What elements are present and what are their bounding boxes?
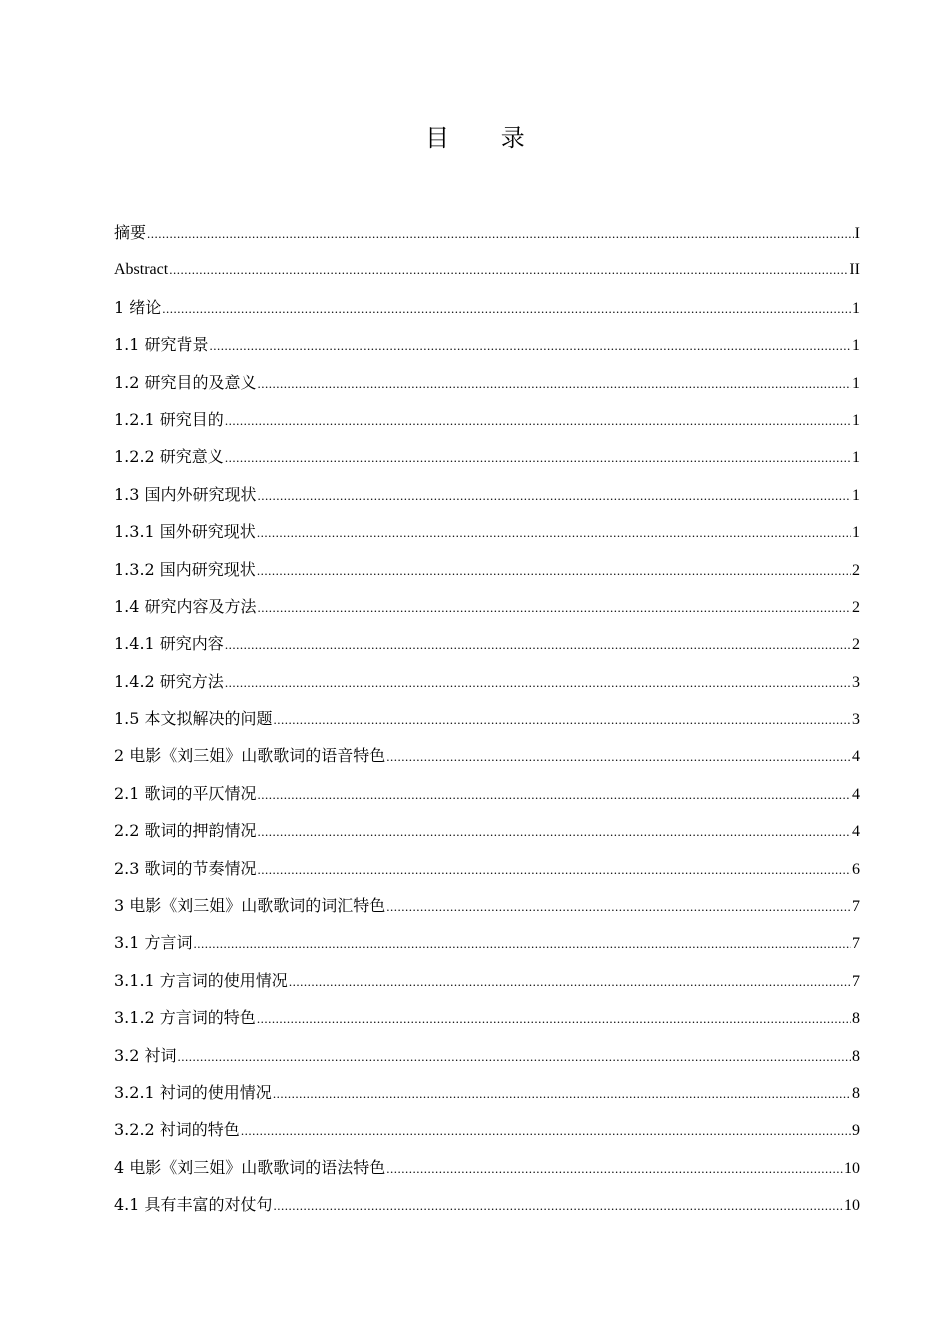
dot-leader	[258, 776, 851, 813]
toc-entry-page: 4	[852, 748, 860, 766]
dot-leader	[274, 701, 851, 738]
toc-entry-label: 2.3 歌词的节奏情况	[114, 858, 257, 878]
toc-entry-page: 10	[844, 1159, 860, 1177]
toc-entry-label: 摘要	[114, 223, 147, 242]
toc-entry-page: 1	[852, 374, 860, 392]
dot-leader	[386, 738, 851, 775]
toc-entry[interactable]	[114, 700, 860, 737]
toc-entry[interactable]	[114, 962, 860, 999]
toc-entry-page: 1	[852, 449, 860, 467]
dot-leader	[225, 439, 851, 476]
toc-entry[interactable]	[114, 775, 860, 812]
toc-entry[interactable]	[114, 513, 860, 550]
toc-entry-label: 3.2.1 衬词的使用情况	[114, 1082, 272, 1102]
toc-entry-page: II	[849, 261, 860, 279]
toc-entry-page: 1	[852, 299, 860, 317]
toc-entry-label: 1 绪论	[114, 297, 162, 317]
toc-entry-page: 8	[852, 1084, 860, 1102]
dot-leader	[257, 1000, 851, 1037]
toc-entry-page: 4	[852, 823, 860, 841]
toc-entry[interactable]	[114, 476, 860, 513]
dot-leader	[258, 477, 851, 514]
toc-entry-label: 3.1.1 方言词的使用情况	[114, 970, 288, 990]
toc-entry[interactable]	[114, 401, 860, 438]
dot-leader	[258, 589, 851, 626]
toc-entry-page: I	[854, 225, 860, 242]
toc-entry[interactable]	[114, 999, 860, 1036]
toc-entry-label: 2.2 歌词的押韵情况	[114, 821, 257, 841]
toc-entry[interactable]	[114, 438, 860, 475]
toc-entry[interactable]	[114, 887, 860, 924]
toc-entry[interactable]	[114, 850, 860, 887]
toc-entry[interactable]	[114, 1149, 860, 1186]
toc-entry-page: 3	[852, 711, 860, 729]
toc-entry[interactable]	[114, 1111, 860, 1148]
toc-entry-label: 2 电影《刘三姐》山歌歌词的语音特色	[114, 746, 386, 766]
toc-entry-page: 10	[844, 1197, 860, 1215]
dot-leader	[274, 1187, 843, 1224]
toc-entry[interactable]	[114, 251, 860, 288]
toc-entry-label: 2.1 歌词的平仄情况	[114, 783, 257, 803]
dot-leader	[258, 365, 851, 402]
toc-entry-label: 4.1 具有丰富的对仗句	[114, 1195, 273, 1215]
toc-entry-page: 4	[852, 785, 860, 803]
toc-entry-label: 3.1.2 方言词的特色	[114, 1008, 256, 1028]
dot-leader	[257, 514, 851, 551]
toc-entry[interactable]	[114, 1186, 860, 1223]
toc-entry-label: 1.2.2 研究意义	[114, 447, 224, 467]
toc-entry[interactable]	[114, 214, 860, 251]
toc-entry-page: 7	[852, 935, 860, 953]
toc-entry-page: 2	[852, 561, 860, 579]
toc-entry[interactable]	[114, 737, 860, 774]
toc-entry[interactable]	[114, 625, 860, 662]
toc-entry-label: 3 电影《刘三姐》山歌歌词的词汇特色	[114, 896, 386, 916]
toc-entry[interactable]	[114, 551, 860, 588]
dot-leader	[147, 215, 854, 252]
dot-leader	[225, 402, 851, 439]
toc-entry[interactable]	[114, 1037, 860, 1074]
toc-entry-label: 1.4 研究内容及方法	[114, 596, 257, 616]
dot-leader	[225, 626, 851, 663]
toc-entry-page: 2	[852, 636, 860, 654]
toc-entry-label: 3.2 衬词	[114, 1045, 177, 1065]
toc-entry-label: 1.3.1 国外研究现状	[114, 522, 256, 542]
dot-leader	[258, 851, 851, 888]
dot-leader	[386, 1150, 843, 1187]
toc-entry[interactable]	[114, 289, 860, 326]
dot-leader	[289, 963, 851, 1000]
toc-entry-label: 4 电影《刘三姐》山歌歌词的语法特色	[114, 1157, 386, 1177]
dot-leader	[162, 290, 851, 327]
toc-entry-page: 7	[852, 898, 860, 916]
toc-entry-page: 9	[852, 1122, 860, 1140]
table-of-contents	[114, 214, 860, 1224]
toc-entry-label: 1.1 研究背景	[114, 335, 209, 355]
toc-entry[interactable]	[114, 364, 860, 401]
toc-entry-label: Abstract	[114, 261, 169, 279]
toc-entry-page: 8	[852, 1047, 860, 1065]
toc-entry-label: 3.2.2 衬词的特色	[114, 1120, 240, 1140]
toc-entry-page: 3	[852, 673, 860, 691]
toc-entry-label: 3.1 方言词	[114, 933, 193, 953]
dot-leader	[178, 1038, 851, 1075]
dot-leader	[258, 813, 851, 850]
toc-entry-label: 1.3.2 国内研究现状	[114, 559, 256, 579]
dot-leader	[210, 327, 851, 364]
page-title: 目 录	[425, 124, 547, 152]
toc-entry-label: 1.4.1 研究内容	[114, 634, 224, 654]
toc-entry-page: 8	[852, 1010, 860, 1028]
dot-leader	[194, 925, 851, 962]
toc-entry-label: 1.2 研究目的及意义	[114, 372, 257, 392]
dot-leader	[225, 664, 851, 701]
toc-entry-label: 1.5 本文拟解决的问题	[114, 709, 273, 729]
toc-entry[interactable]	[114, 326, 860, 363]
toc-entry-label: 1.4.2 研究方法	[114, 671, 224, 691]
toc-entry[interactable]	[114, 1074, 860, 1111]
toc-entry-label: 1.2.1 研究目的	[114, 409, 224, 429]
toc-entry[interactable]	[114, 663, 860, 700]
toc-entry-label: 1.3 国内外研究现状	[114, 484, 257, 504]
toc-entry-page: 1	[852, 411, 860, 429]
toc-entry-page: 1	[852, 337, 860, 355]
toc-entry-page: 2	[852, 598, 860, 616]
toc-entry-page: 1	[852, 524, 860, 542]
toc-entry-page: 1	[852, 486, 860, 504]
toc-entry[interactable]	[114, 812, 860, 849]
dot-leader	[169, 251, 848, 288]
dot-leader	[241, 1112, 851, 1149]
toc-entry-page: 6	[852, 860, 860, 878]
toc-entry-page: 7	[852, 972, 860, 990]
dot-leader	[273, 1075, 851, 1112]
dot-leader	[386, 888, 851, 925]
toc-entry[interactable]	[114, 924, 860, 961]
dot-leader	[257, 552, 851, 589]
toc-entry[interactable]	[114, 588, 860, 625]
